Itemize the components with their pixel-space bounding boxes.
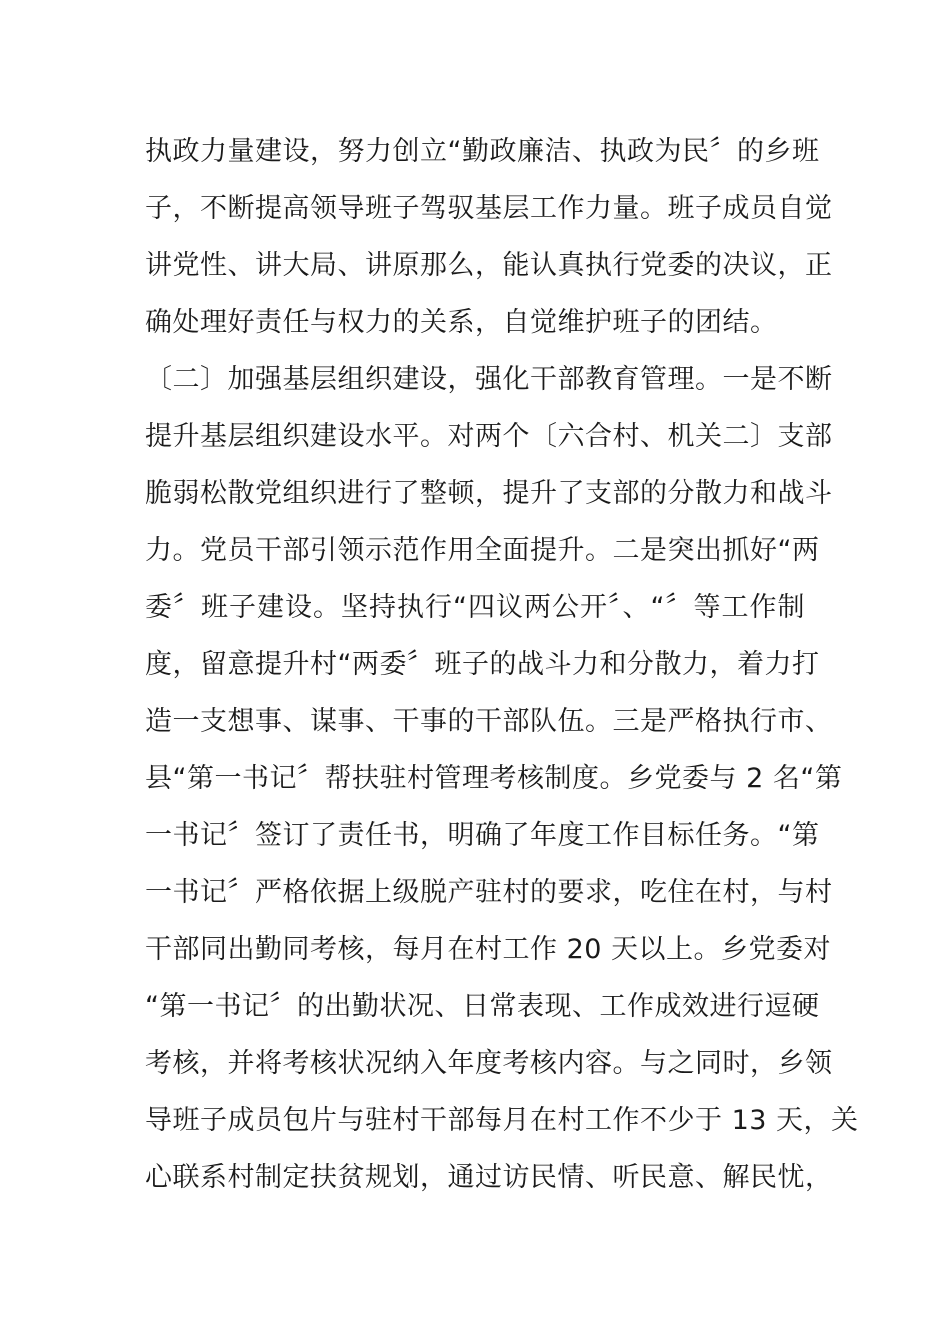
text-line-14: 一书记〞严格依据上级脱产驻村的要求，吃住在村，与村 <box>145 877 833 908</box>
text-line-9: 委〞班子建设。坚持执行“四议两公开〞、“〞等工作制 <box>145 592 805 623</box>
text-line-11: 造一支想事、谋事、干事的干部队伍。三是严格执行市、 <box>145 706 833 737</box>
text-line-5: 〔二〕加强基层组织建设，强化干部教育管理。一是不断 <box>145 364 833 395</box>
text-line-4: 确处理好责任与权力的关系，自觉维护班子的团结。 <box>145 307 778 338</box>
text-line-17: 考核，并将考核状况纳入年度考核内容。与之同时，乡领 <box>145 1048 833 1079</box>
text-line-16: “第一书记〞的出勤状况、日常表现、工作成效进行逗硬 <box>145 991 820 1022</box>
text-line-10: 度，留意提升村“两委〞班子的战斗力和分散力，着力打 <box>145 649 820 680</box>
text-line-15: 干部同出勤同考核，每月在村工作 20 天以上。乡党委对 <box>145 934 832 965</box>
text-line-13: 一书记〞签订了责任书，明确了年度工作目标任务。“第 <box>145 820 820 851</box>
text-line-1: 执政力量建设，努力创立“勤政廉洁、执政为民〞的乡班 <box>145 136 820 167</box>
text-line-8: 力。党员干部引领示范作用全面提升。二是突出抓好“两 <box>145 535 820 566</box>
text-line-6: 提升基层组织建设水平。对两个〔六合村、机关二〕支部 <box>145 421 833 452</box>
text-line-7: 脆弱松散党组织进行了整顿，提升了支部的分散力和战斗 <box>145 478 833 509</box>
text-line-12: 县“第一书记〞帮扶驻村管理考核制度。乡党委与 2 名“第 <box>145 763 843 794</box>
text-line-2: 子，不断提高领导班子驾驭基层工作力量。班子成员自觉 <box>145 193 833 224</box>
text-line-19: 心联系村制定扶贫规划，通过访民情、听民意、解民忧， <box>145 1162 833 1193</box>
text-line-3: 讲党性、讲大局、讲原那么，能认真执行党委的决议，正 <box>145 250 833 281</box>
text-line-18: 导班子成员包片与驻村干部每月在村工作不少于 13 天，关 <box>145 1105 859 1136</box>
